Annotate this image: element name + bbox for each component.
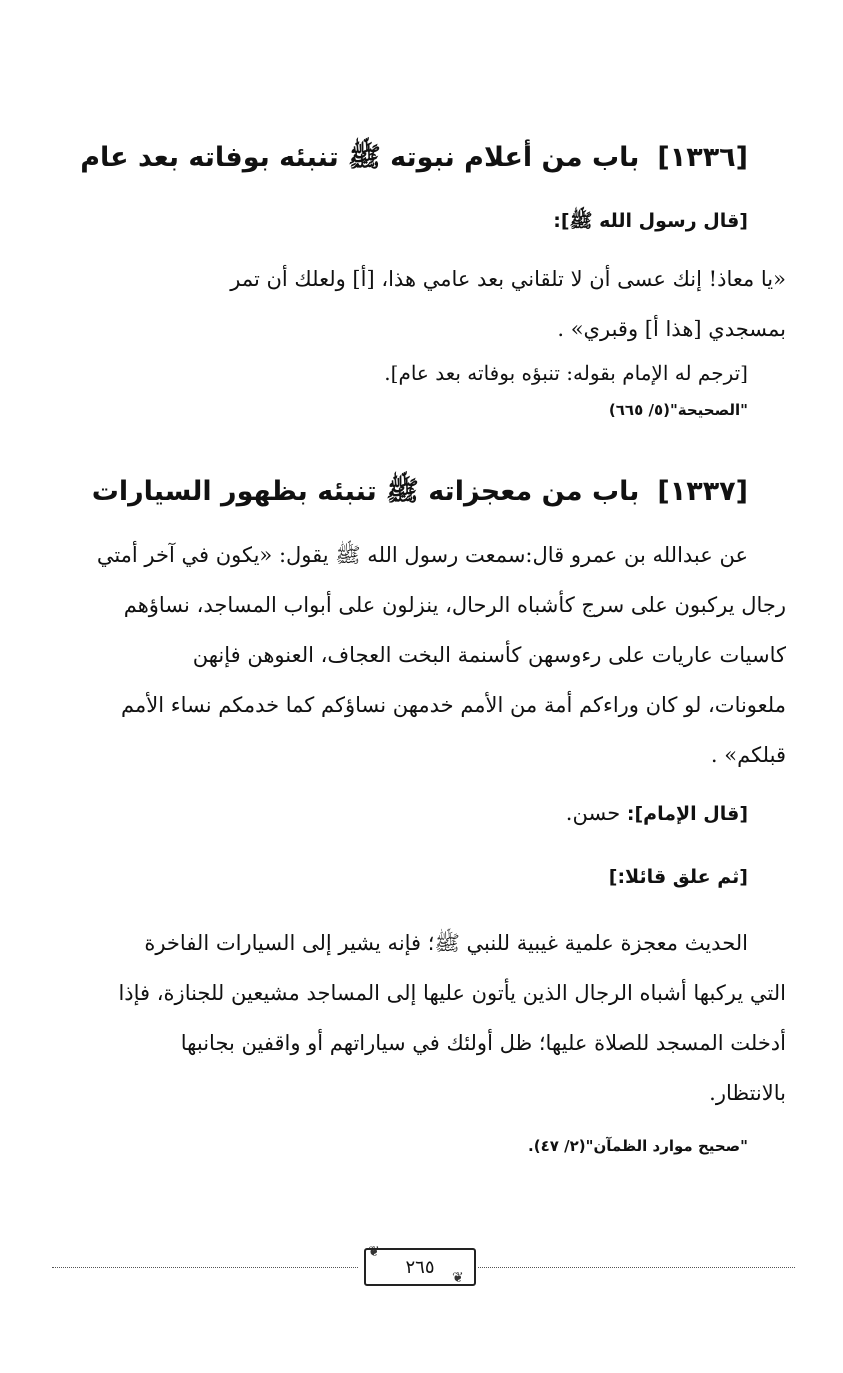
reference-1336: "الصحيحة"(٥/ ٦٦٥) xyxy=(608,401,748,419)
page-number: ٢٦٥ xyxy=(405,1256,435,1278)
page-number-box xyxy=(364,1248,476,1286)
hadith-1337 xyxy=(57,530,786,780)
reference-1337: "صحيح موارد الظمآن"(٢/ ٤٧). xyxy=(528,1137,748,1155)
section-title: باب من أعلام نبوته ﷺ تنبئه بوفاته بعد عام xyxy=(80,142,640,173)
ornament-icon: ❦ xyxy=(368,1244,380,1260)
hadith-line: رجال يركبون على سرج كأشباه الرحال، ينزلون على أبواب المساجد، نساؤهم xyxy=(123,593,786,617)
comment-line: بالانتظار. xyxy=(709,1081,786,1105)
imam-label: [قال الإمام]: xyxy=(626,803,748,825)
comment-line: الحديث معجزة علمية غيبية للنبي ﷺ؛ فإنه يشير إلى السيارات الفاخرة xyxy=(144,931,748,955)
hadith-line: كاسيات عاريات على رءوسهن كأسنمة البخت العجاف، العنوهن فإنهن xyxy=(192,643,786,667)
footer-rule-left xyxy=(52,1267,358,1268)
imam-note: [ترجم له الإمام بقوله: تنبؤه بوفاته بعد عام]. xyxy=(384,361,748,385)
hadith-1336 xyxy=(57,254,786,354)
section-number: [١٣٣٧] xyxy=(657,476,748,507)
hadith-line: قبلكم» . xyxy=(710,743,786,767)
footer-rule-right xyxy=(478,1267,795,1268)
hadith-line: ملعونات، لو كان وراءكم أمة من الأمم خدمهن نساؤكم كما خدمكم نساء الأمم xyxy=(121,693,786,717)
section-number: [١٣٣٦] xyxy=(657,142,748,173)
section-heading-1337 xyxy=(60,472,748,512)
imam-verdict-row xyxy=(60,798,748,829)
speaker-label: [قال رسول الله ﷺ]: xyxy=(553,210,748,232)
section-heading-1336 xyxy=(60,138,748,178)
ornament-icon: ❦ xyxy=(452,1270,464,1286)
hadith-line: «يا معاذ! إنك عسى أن لا تلقاني بعد عامي هذا، [أ] ولعلك أن تمر xyxy=(230,267,786,291)
comment-1337 xyxy=(57,918,786,1118)
hadith-line: عن عبدالله بن عمرو قال:سمعت رسول الله ﷺ يقول: «يكون في آخر أمتي xyxy=(96,543,748,567)
section-title: باب من معجزاته ﷺ تنبئه بظهور السيارات xyxy=(91,476,640,507)
comment-line: أدخلت المسجد للصلاة عليها؛ ظل أولئك في سياراتهم أو واقفين بجانبها xyxy=(180,1031,786,1055)
imam-verdict: حسن. xyxy=(565,801,621,825)
comment-label: [ثم علق قائلا:] xyxy=(608,866,748,888)
hadith-line: بمسجدي [هذا أ] وقبري» . xyxy=(557,317,786,341)
comment-line: التي يركبها أشباه الرجال الذين يأتون عليها إلى المساجد مشيعين للجنازة، فإذا xyxy=(118,981,786,1005)
